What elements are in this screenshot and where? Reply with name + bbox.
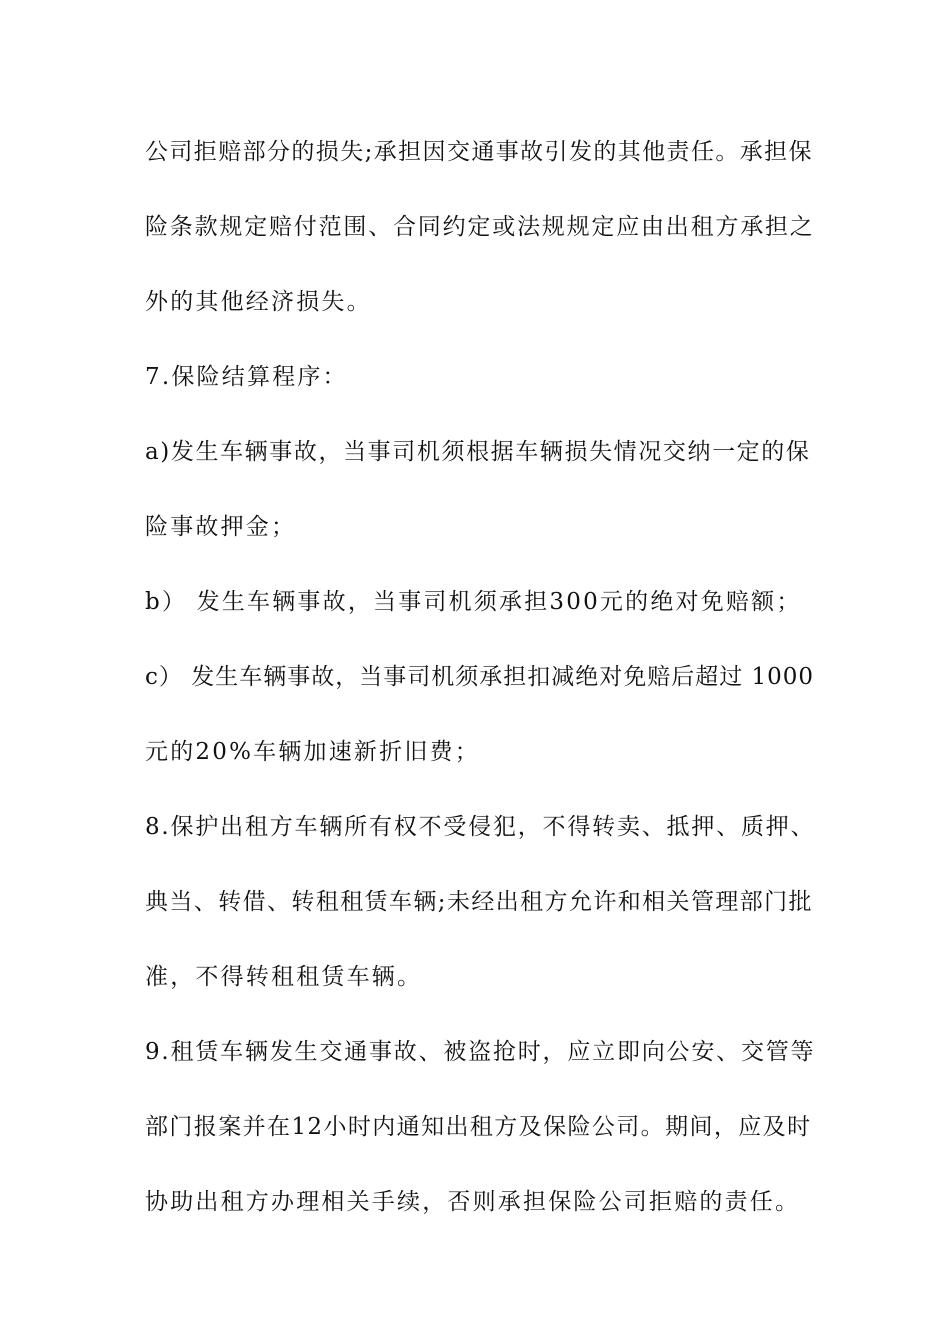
body-text-line: 险事故押金； <box>145 514 297 540</box>
body-text-line: 公司拒赔部分的损失;承担因交通事故引发的其他责任。承担保 <box>145 139 813 165</box>
body-text-line: 准，不得转租租赁车辆。 <box>145 964 423 990</box>
body-text-line: 协助出租方办理相关手续，否则承担保险公司拒赔的责任。 <box>145 1189 801 1215</box>
section-heading-7: 7.保险结算程序： <box>145 364 348 390</box>
list-item-a: a)发生车辆事故，当事司机须根据车辆损失情况交纳一定的保 <box>145 439 811 465</box>
body-text-line: 部门报案并在12小时内通知出租方及保险公司。期间，应及时 <box>145 1114 812 1140</box>
list-item-b: b） 发生车辆事故，当事司机须承担300元的绝对免赔额； <box>145 589 802 615</box>
list-item-c: c） 发生车辆事故，当事司机须承担扣减绝对免赔后超过 1000 <box>145 664 815 690</box>
body-text-line: 元的20%车辆加速新折旧费； <box>145 739 480 765</box>
body-text-line: 险条款规定赔付范围、合同约定或法规规定应由出租方承担之 <box>145 214 815 240</box>
section-item-9: 9.租赁车辆发生交通事故、被盗抢时，应立即向公安、交管等 <box>145 1039 816 1065</box>
body-text-line: 典当、转借、转租租赁车辆;未经出租方允许和相关管理部门批 <box>145 889 813 915</box>
section-item-8: 8.保护出租方车辆所有权不受侵犯，不得转卖、抵押、质押、 <box>145 814 816 840</box>
body-text-line: 外的其他经济损失。 <box>145 289 372 315</box>
